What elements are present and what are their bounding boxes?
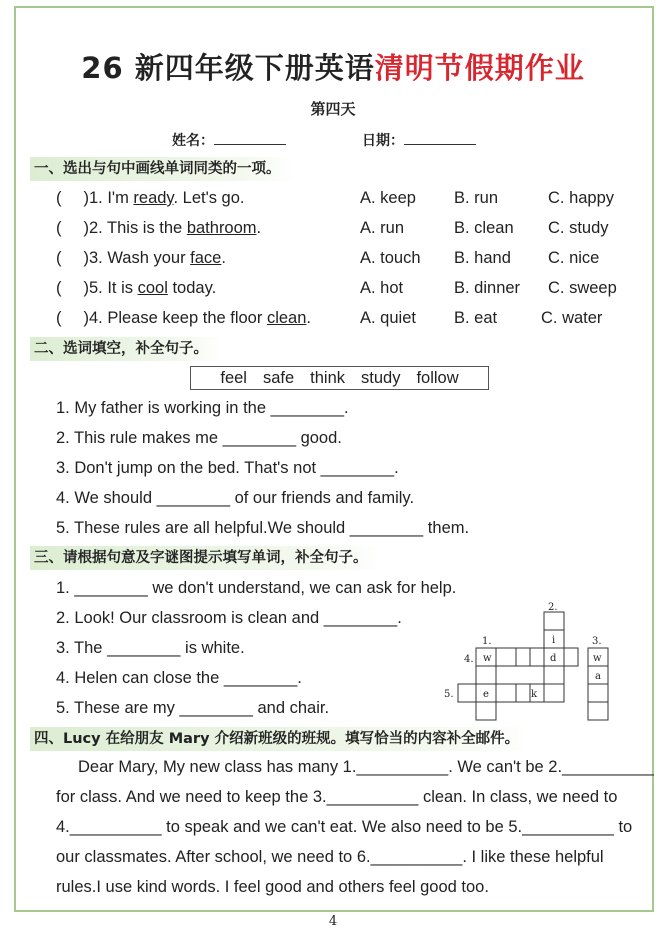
section2-item: 1. My father is working in the ________. <box>56 399 349 417</box>
section2-heading: 二、选词填空，补全句子。 <box>30 337 222 361</box>
page-number: 4 <box>328 914 338 929</box>
question-suffix: . Let's go. <box>173 189 245 207</box>
crossword-letter: w <box>483 653 492 664</box>
name-blank[interactable] <box>214 130 286 145</box>
word-bank-word: study <box>361 369 401 387</box>
underlined-word: bathroom <box>186 219 257 237</box>
underlined-word: ready <box>133 189 174 207</box>
option-a[interactable]: A. keep <box>360 189 416 207</box>
answer-paren[interactable]: ( <box>56 309 62 327</box>
section2-item: 5. These rules are all helpful.We should ________ them. <box>56 519 470 537</box>
answer-paren[interactable]: ( <box>56 279 62 297</box>
section2-item: 4. We should ________ of our friends and family. <box>56 489 415 507</box>
question-prefix: )3. Wash your <box>83 249 191 267</box>
option-b[interactable]: B. hand <box>454 249 511 267</box>
section2-item: 3. Don't jump on the bed. That's not ________. <box>56 459 399 477</box>
title-black: 26 新四年级下册英语 <box>81 51 375 85</box>
crossword-number: 1. <box>482 636 492 647</box>
date-label: 日期： <box>362 133 404 149</box>
section3-heading: 三、请根据句意及字谜图提示填写单词，补全句子。 <box>30 546 382 570</box>
option-a[interactable]: A. hot <box>360 279 404 297</box>
question-prefix: )4. Please keep the floor <box>83 309 267 327</box>
section1-question <box>56 309 311 328</box>
crossword-number: 4. <box>464 654 474 665</box>
section3-item: 4. Helen can close the ________. <box>56 669 302 687</box>
section3-item: 5. These are my ________ and chair. <box>56 699 330 717</box>
question-suffix: today. <box>167 279 217 297</box>
name-field[interactable] <box>172 130 286 150</box>
crossword-letter: d <box>550 653 557 664</box>
crossword-number: 2. <box>548 602 558 613</box>
option-b[interactable]: B. dinner <box>454 279 521 297</box>
question-suffix: . <box>221 249 226 267</box>
answer-paren[interactable]: ( <box>56 219 62 237</box>
letter-line: rules.I use kind words. I feel good and others feel good too. <box>56 878 489 896</box>
option-c[interactable]: C. sweep <box>548 279 617 297</box>
option-b[interactable]: B. eat <box>454 309 498 327</box>
page-subtitle: 第四天 <box>310 100 356 118</box>
name-label: 姓名： <box>172 133 214 149</box>
word-bank-word: safe <box>262 369 295 387</box>
title-red: 清明节假期作业 <box>374 51 585 85</box>
option-c[interactable]: C. nice <box>548 249 600 267</box>
crossword-puzzle <box>440 598 620 722</box>
question-prefix: )2. This is the <box>83 219 187 237</box>
crossword-letter: i <box>552 635 556 646</box>
option-c[interactable]: C. happy <box>548 189 615 207</box>
letter-line: for class. And we need to keep the 3.__________ clean. In class, we need to <box>56 788 618 806</box>
crossword-number: 3. <box>592 636 602 647</box>
question-prefix: )1. I'm <box>83 189 134 207</box>
option-c[interactable]: C. water <box>541 309 603 327</box>
crossword-letter: k <box>531 689 538 700</box>
word-bank-word: think <box>310 369 346 387</box>
underlined-word: face <box>190 249 222 267</box>
question-prefix: )5. It is <box>83 279 138 297</box>
crossword-letter: w <box>593 653 602 664</box>
section1-question <box>56 219 261 238</box>
section1-question <box>56 279 216 298</box>
letter-line: Dear Mary, My new class has many 1.__________. We can't be 2.__________ <box>78 758 654 776</box>
crossword-letter: a <box>595 671 601 682</box>
section1-question <box>56 249 226 268</box>
crossword-number: 5. <box>444 689 454 700</box>
section3-item: 3. The ________ is white. <box>56 639 245 657</box>
section1-question <box>56 189 245 208</box>
option-b[interactable]: B. clean <box>454 219 514 237</box>
page-title <box>0 46 666 87</box>
section1-heading: 一、选出与句中画线单词同类的一项。 <box>30 157 295 181</box>
section4-heading: 四、Lucy 在给朋友 Mary 介绍新班级的班规。填写恰当的内容补全邮件。 <box>30 727 533 751</box>
word-bank-word: follow <box>416 369 459 387</box>
underlined-word: clean <box>266 309 307 327</box>
section3-item: 1. ________ we don't understand, we can ask for help. <box>56 579 457 597</box>
question-suffix: . <box>306 309 311 327</box>
underlined-word: cool <box>137 279 168 297</box>
option-a[interactable]: A. quiet <box>360 309 416 327</box>
section3-item: 2. Look! Our classroom is clean and ________. <box>56 609 402 627</box>
question-suffix: . <box>256 219 262 237</box>
option-c[interactable]: C. study <box>548 219 609 237</box>
option-a[interactable]: A. touch <box>360 249 421 267</box>
letter-line: our classmates. After school, we need to 6.__________. I like these helpful <box>56 848 604 866</box>
option-b[interactable]: B. run <box>454 189 499 207</box>
section2-item: 2. This rule makes me ________ good. <box>56 429 342 447</box>
answer-paren[interactable]: ( <box>56 189 62 207</box>
crossword-letter: e <box>483 689 489 700</box>
date-field[interactable] <box>362 130 476 150</box>
word-bank-word: feel <box>220 369 247 387</box>
option-a[interactable]: A. run <box>360 219 405 237</box>
date-blank[interactable] <box>404 130 476 145</box>
letter-line: 4.__________ to speak and we can't eat. We also need to be 5.__________ to <box>56 818 633 836</box>
word-bank <box>190 366 489 390</box>
answer-paren[interactable]: ( <box>56 249 62 267</box>
